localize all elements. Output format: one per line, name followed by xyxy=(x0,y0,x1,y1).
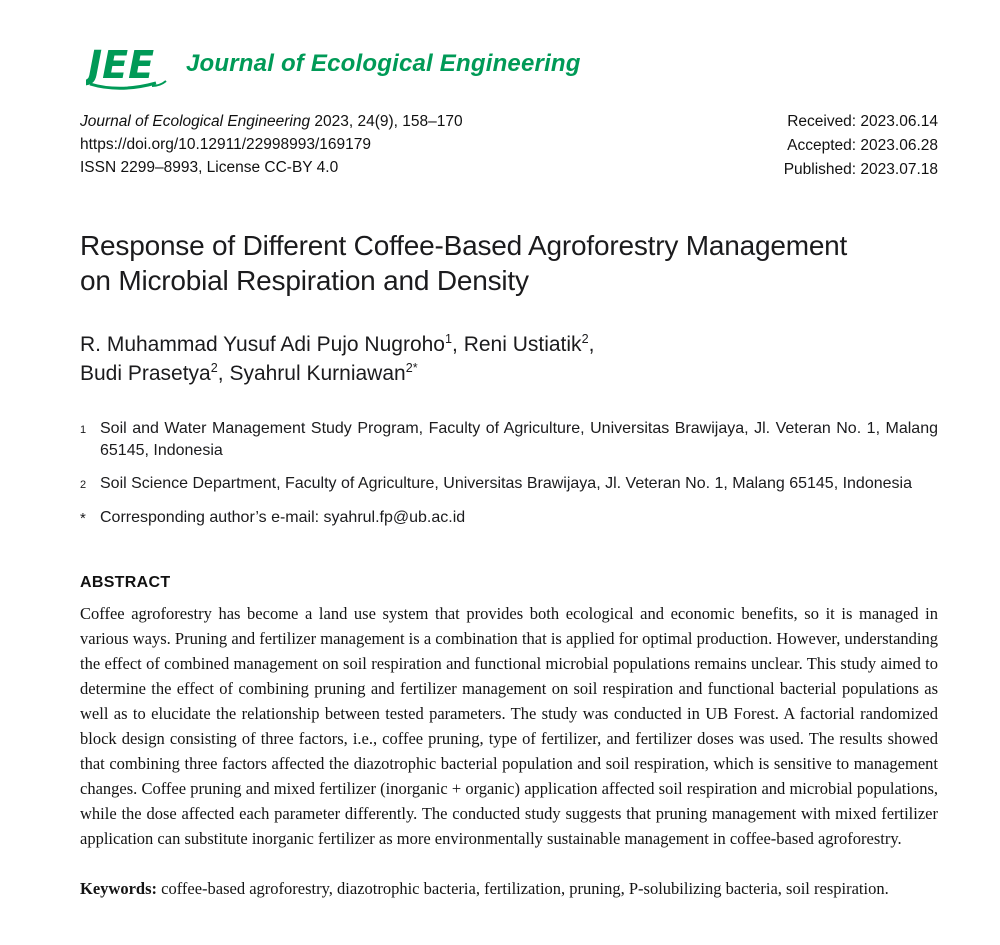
author-list xyxy=(80,330,938,388)
journal-name: Journal of Ecological Engineering xyxy=(186,50,581,77)
author-separator: , xyxy=(452,333,464,356)
author-name: Budi Prasetya xyxy=(80,362,211,385)
journal-header xyxy=(86,40,938,94)
affiliation-text: Soil and Water Management Study Program, Faculty of Agriculture, Universitas Brawijaya, Jl. Veteran No. 1, Malang 65145, Indonesia xyxy=(100,420,938,459)
keywords-label: Keywords: xyxy=(80,879,157,898)
article-title xyxy=(80,228,938,298)
jee-logo-icon xyxy=(86,40,172,94)
author-line-2 xyxy=(80,359,938,388)
author-affiliation-mark: 2 xyxy=(581,332,589,346)
affiliation-item xyxy=(80,418,938,462)
citation-journal-name: Journal of Ecological Engineering xyxy=(80,113,311,130)
svg-text:JEE: JEE xyxy=(88,43,155,87)
article-title-line2: on Microbial Respiration and Density xyxy=(80,265,529,296)
corresponding-author-marker: * xyxy=(80,510,86,527)
abstract-heading: ABSTRACT xyxy=(80,574,171,591)
dates-block xyxy=(784,110,938,182)
accepted-date: Accepted: 2023.06.28 xyxy=(787,137,938,154)
author-name: Syahrul Kurniawan xyxy=(229,362,406,385)
received-date: Received: 2023.06.14 xyxy=(787,113,938,130)
affiliation-marker: 1 xyxy=(80,424,87,436)
article-meta xyxy=(80,110,938,182)
published-date: Published: 2023.07.18 xyxy=(783,161,938,178)
author-name: Reni Ustiatik xyxy=(463,333,582,356)
affiliation-item xyxy=(80,507,938,530)
author-separator: , xyxy=(217,362,230,385)
abstract-body: Coffee agroforestry has become a land use system that provides both ecological and economic benefits, so it is managed in various ways. Pruning and fertilizer management is a combination that is applied for optimal production. However, understanding the effect of combined management on soil respiration and functional microbial populations remains unclear. This study aimed to determine the effect of combining pruning and fertilizer management on soil respiration and functional bacterial populations as well as to elucidate the relationship between tested parameters. The study was conducted in UB Forest. A factorial randomized block design consisting of three factors, i.e., coffee pruning, type of fertilizer, and fertilizer doses was used. The results showed that combining three factors affected the diazotrophic bacterial population and soil respiration, which is sensitive to management changes. Coffee pruning and mixed fertilizer (inorganic + organic) application affected soil respiration and microbial populations, while the dose affected each parameter differently. The conducted study suggests that pruning management with mixed fertilizer application can substitute inorganic fertilizer as more environmentally sustainable management in coffee-based agroforestry. xyxy=(80,604,938,848)
author-name: R. Muhammad Yusuf Adi Pujo Nugroho xyxy=(80,333,445,356)
keywords-line xyxy=(80,876,938,901)
affiliation-list xyxy=(80,418,938,530)
author-separator: , xyxy=(588,333,595,356)
corresponding-author-email: Corresponding author’s e-mail: syahrul.fp@ub.ac.id xyxy=(100,509,466,526)
author-affiliation-mark: 2* xyxy=(405,361,418,375)
citation-block xyxy=(80,110,463,182)
citation-volume-pages: 2023, 24(9), 158–170 xyxy=(310,113,463,130)
abstract-section xyxy=(80,574,938,851)
affiliation-item xyxy=(80,473,938,496)
keywords-text: coffee-based agroforestry, diazotrophic bacteria, fertilization, pruning, P-solubilizing bacteria, soil respiration. xyxy=(157,879,889,898)
affiliation-text: Soil Science Department, Faculty of Agriculture, Universitas Brawijaya, Jl. Veteran No. 1, Malang 65145, Indonesia xyxy=(100,475,912,492)
author-line-1 xyxy=(80,330,938,359)
doi-link[interactable]: https://doi.org/10.12911/22998993/169179 xyxy=(80,136,372,153)
article-title-line1: Response of Different Coffee-Based Agroforestry Management xyxy=(80,230,848,261)
author-affiliation-mark: 2 xyxy=(210,361,218,375)
author-affiliation-mark: 1 xyxy=(445,332,453,346)
affiliation-marker: 2 xyxy=(80,479,87,491)
issn-license: ISSN 2299–8993, License CC-BY 4.0 xyxy=(80,159,339,176)
citation-line xyxy=(80,110,463,133)
